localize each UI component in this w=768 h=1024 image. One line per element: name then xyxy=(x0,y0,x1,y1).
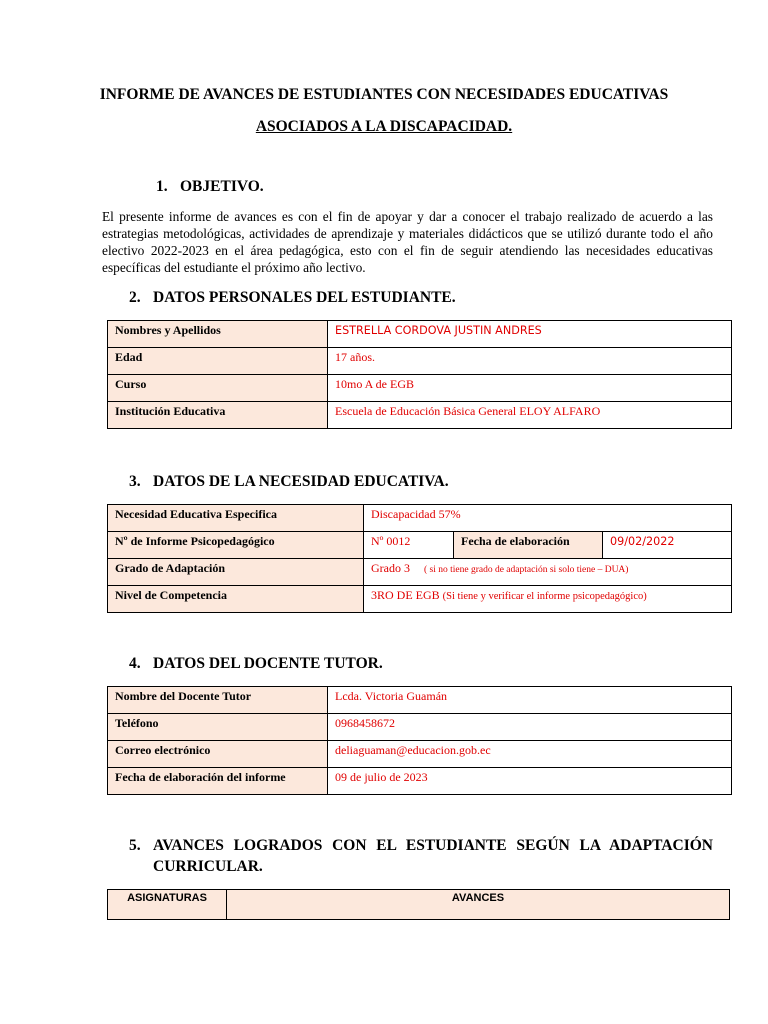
table-row xyxy=(108,505,732,532)
competence-level-value xyxy=(364,586,732,613)
table-row xyxy=(108,741,732,768)
section5-number: 5. xyxy=(129,837,141,854)
section3-title: DATOS DE LA NECESIDAD EDUCATIVA. xyxy=(153,473,449,490)
progress-column-header: AVANCES xyxy=(227,890,730,920)
adaptation-grade-text: Grado 3 xyxy=(371,561,410,575)
progress-table xyxy=(107,889,730,920)
elaboration-date-text: 09/02/2022 xyxy=(610,535,675,548)
phone-value: 0968458672 xyxy=(328,714,732,741)
section4-number: 4. xyxy=(129,655,141,672)
section5-heading-line1 xyxy=(129,837,713,855)
competence-level-note: (Si tiene y verificar el informe psicopedagógico) xyxy=(442,591,647,602)
section5-title-line1: AVANCES LOGRADOS CON EL ESTUDIANTE SEGÚN LA ADAPTACIÓN xyxy=(153,837,713,854)
student-name-label: Nombres y Apellidos xyxy=(108,321,328,348)
course-value: 10mo A de EGB xyxy=(328,375,732,402)
table-row xyxy=(108,559,732,586)
report-number-label: Nº de Informe Psicopedagógico xyxy=(108,532,364,559)
table-row xyxy=(108,375,732,402)
table-row xyxy=(108,348,732,375)
objective-paragraph: El presente informe de avances es con el fin de apoyar y dar a conocer el trabajo realizado de acuerdo a las estrategias metodológicas, actividades de aprendizaje y materiales didácticos que se utilizó durante todo el año electivo 2022-2023 en el área pedagógica, esto con el fin de seguir atendiendo las necesidades educativas específicas del estudiante el próximo año lectivo. xyxy=(102,209,713,275)
institution-label: Institución Educativa xyxy=(108,402,328,429)
table-row xyxy=(108,768,732,795)
table-row xyxy=(108,687,732,714)
section4-title: DATOS DEL DOCENTE TUTOR. xyxy=(153,655,383,672)
educational-need-table xyxy=(107,504,732,613)
section2-title: DATOS PERSONALES DEL ESTUDIANTE. xyxy=(153,289,456,306)
tutor-data-table xyxy=(107,686,732,795)
section2-number: 2. xyxy=(129,289,141,306)
report-date-value: 09 de julio de 2023 xyxy=(328,768,732,795)
table-row xyxy=(108,714,732,741)
elaboration-date-label: Fecha de elaboración xyxy=(454,532,603,559)
tutor-name-value: Lcda. Victoria Guamán xyxy=(328,687,732,714)
report-number-value: Nº 0012 xyxy=(364,532,454,559)
report-date-label: Fecha de elaboración del informe xyxy=(108,768,328,795)
section1-heading xyxy=(156,178,264,196)
phone-label: Teléfono xyxy=(108,714,328,741)
student-name-value xyxy=(328,321,732,348)
student-data-table xyxy=(107,320,732,429)
section3-number: 3. xyxy=(129,473,141,490)
subjects-column-header: ASIGNATURAS xyxy=(108,890,227,920)
adaptation-grade-value xyxy=(364,559,732,586)
section4-heading xyxy=(129,655,383,673)
table-row xyxy=(108,586,732,613)
section2-heading xyxy=(129,289,456,307)
competence-level-text: 3RO DE EGB xyxy=(371,588,440,602)
need-label: Necesidad Educativa Especifica xyxy=(108,505,364,532)
adaptation-grade-label: Grado de Adaptación xyxy=(108,559,364,586)
section3-heading xyxy=(129,473,449,491)
section1-title: OBJETIVO. xyxy=(180,178,264,195)
adaptation-grade-note: ( si no tiene grado de adaptación si solo tiene – DUA) xyxy=(424,565,629,575)
document-title-line2: ASOCIADOS A LA DISCAPACIDAD. xyxy=(255,118,513,135)
table-row xyxy=(108,532,732,559)
document-title-line1: INFORME DE AVANCES DE ESTUDIANTES CON NECESIDADES EDUCATIVAS xyxy=(99,86,669,103)
need-value: Discapacidad 57% xyxy=(364,505,732,532)
elaboration-date-value xyxy=(603,532,732,559)
age-label: Edad xyxy=(108,348,328,375)
tutor-name-label: Nombre del Docente Tutor xyxy=(108,687,328,714)
email-value: deliaguaman@educacion.gob.ec xyxy=(328,741,732,768)
table-header-row xyxy=(108,890,730,920)
section5-heading xyxy=(129,837,713,876)
age-value: 17 años. xyxy=(328,348,732,375)
course-label: Curso xyxy=(108,375,328,402)
email-label: Correo electrónico xyxy=(108,741,328,768)
section1-number: 1. xyxy=(156,178,168,195)
competence-level-label: Nivel de Competencia xyxy=(108,586,364,613)
table-row xyxy=(108,402,732,429)
section5-title-line2: CURRICULAR. xyxy=(153,858,263,875)
institution-value: Escuela de Educación Básica General ELOY ALFARO xyxy=(328,402,732,429)
student-name-text: ESTRELLA CORDOVA JUSTIN ANDRES xyxy=(335,324,542,337)
table-row xyxy=(108,321,732,348)
